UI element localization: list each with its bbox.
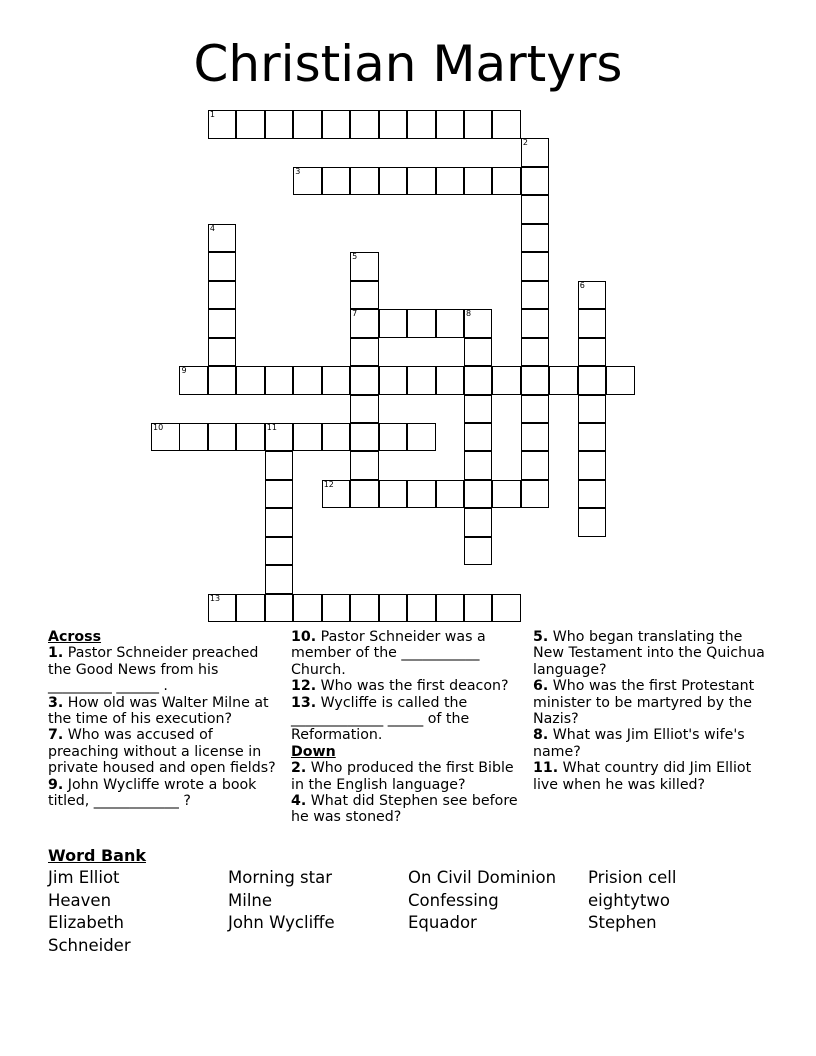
crossword-cell[interactable] <box>578 423 607 452</box>
clue-number: 1. <box>48 645 64 662</box>
crossword-cell[interactable] <box>464 451 493 480</box>
word-bank-item: Elizabeth <box>48 913 124 932</box>
across-heading: Across <box>48 629 102 645</box>
crossword-cell[interactable] <box>464 423 493 452</box>
crossword-cell[interactable] <box>179 423 208 452</box>
word-bank-heading: Word Bank <box>48 846 147 865</box>
crossword-cell[interactable] <box>350 338 379 367</box>
clue-down-6 <box>533 678 769 727</box>
crossword-cell[interactable] <box>521 366 550 395</box>
clue-number: 10. <box>291 629 317 645</box>
clue-number: 9. <box>48 776 64 793</box>
crossword-cell[interactable] <box>436 594 465 623</box>
crossword-cell[interactable] <box>350 309 379 338</box>
crossword-cell[interactable] <box>464 110 493 139</box>
clue-text: Pastor Schneider was a member of the ___________ Church. <box>291 629 486 678</box>
crossword-cell[interactable] <box>521 423 550 452</box>
crossword-cell[interactable] <box>521 252 550 281</box>
crossword-cell[interactable] <box>436 366 465 395</box>
crossword-cell[interactable] <box>521 224 550 253</box>
cell-clue-number: 12 <box>323 479 334 489</box>
word-bank-item: Equador <box>408 913 477 932</box>
crossword-cell[interactable] <box>407 110 436 139</box>
cell-clue-number: 13 <box>209 593 221 603</box>
crossword-cell[interactable] <box>293 366 322 395</box>
cell-clue-number: 5 <box>352 252 358 262</box>
crossword-cell[interactable] <box>236 110 265 139</box>
crossword-cell[interactable] <box>464 167 493 196</box>
crossword-cell[interactable] <box>578 338 607 367</box>
clue-number: 5. <box>533 629 549 645</box>
crossword-cell[interactable] <box>265 508 294 537</box>
crossword-cell[interactable] <box>322 366 351 395</box>
clue-down-8 <box>533 727 769 760</box>
crossword-cell[interactable] <box>436 110 465 139</box>
crossword-cell[interactable] <box>293 167 322 196</box>
crossword-cell[interactable] <box>293 423 322 452</box>
crossword-cell[interactable] <box>578 309 607 338</box>
clue-number: 3. <box>48 694 64 711</box>
crossword-cell[interactable] <box>436 480 465 509</box>
crossword-cell[interactable] <box>606 366 635 395</box>
word-bank-item: Prision cell <box>588 868 677 887</box>
crossword-cell[interactable] <box>521 395 550 424</box>
clue-text: John Wycliffe wrote a book titled, ____________ ? <box>48 776 257 810</box>
clues-column-2 <box>291 629 523 826</box>
crossword-cell[interactable] <box>521 281 550 310</box>
crossword-cell[interactable] <box>265 565 294 594</box>
word-bank-item: Milne <box>228 891 273 910</box>
crossword-cell[interactable] <box>208 594 237 623</box>
clue-text: Who was accused of preaching without a license in private housed and open fields? <box>48 727 276 777</box>
crossword-cell[interactable] <box>464 366 493 395</box>
crossword-cell[interactable] <box>208 366 237 395</box>
crossword-cell[interactable] <box>492 480 521 509</box>
crossword-cell[interactable] <box>265 451 294 480</box>
clue-across-7 <box>48 727 284 776</box>
crossword-cell[interactable] <box>407 366 436 395</box>
clue-across-3 <box>48 695 284 728</box>
cell-clue-number: 3 <box>295 166 301 176</box>
crossword-cell[interactable] <box>436 309 465 338</box>
clue-text: Who began translating the New Testament into the Quichua language? <box>533 629 765 678</box>
clues-column-3 <box>533 629 769 793</box>
crossword-cell[interactable] <box>492 110 521 139</box>
word-bank-item: On Civil Dominion <box>408 868 557 887</box>
crossword-cell[interactable] <box>578 451 607 480</box>
word-bank-item: Heaven <box>48 891 112 910</box>
crossword-cell[interactable] <box>350 395 379 424</box>
crossword-cell[interactable] <box>322 110 351 139</box>
crossword-cell[interactable] <box>492 167 521 196</box>
crossword-cell[interactable] <box>407 480 436 509</box>
crossword-cell[interactable] <box>578 508 607 537</box>
crossword-cell[interactable] <box>208 338 237 367</box>
crossword-cell[interactable] <box>521 451 550 480</box>
cell-clue-number: 4 <box>209 223 215 233</box>
crossword-cell[interactable] <box>322 480 351 509</box>
clues-column-1 <box>48 629 284 809</box>
clue-across-12 <box>291 678 523 694</box>
crossword-cell[interactable] <box>208 281 237 310</box>
crossword-cell[interactable] <box>350 281 379 310</box>
cell-clue-number: 8 <box>465 309 472 319</box>
clue-text: Who produced the first Bible in the English language? <box>291 760 514 793</box>
crossword-cell[interactable] <box>578 366 607 395</box>
word-bank-item: John Wycliffe <box>228 913 335 932</box>
crossword-cell[interactable] <box>379 110 408 139</box>
crossword-cell[interactable] <box>293 110 322 139</box>
clue-number: 8. <box>533 727 549 744</box>
clue-down-11 <box>533 760 769 793</box>
word-bank-item: Confessing <box>408 891 499 910</box>
crossword-cell[interactable] <box>350 480 379 509</box>
word-bank-item: Stephen <box>588 913 657 932</box>
crossword-cell[interactable] <box>549 366 578 395</box>
crossword-cell[interactable] <box>578 480 607 509</box>
clue-text: How old was Walter Milne at the time of his execution? <box>48 694 269 728</box>
crossword-cell[interactable] <box>436 167 465 196</box>
crossword-cell[interactable] <box>578 395 607 424</box>
crossword-cell[interactable] <box>208 252 237 281</box>
crossword-cell[interactable] <box>407 309 436 338</box>
cell-clue-number: 11 <box>266 422 277 432</box>
crossword-cell[interactable] <box>407 167 436 196</box>
crossword-cell[interactable] <box>179 366 208 395</box>
clue-across-1 <box>48 645 284 694</box>
word-bank-item: eightytwo <box>588 891 670 910</box>
clue-text: What country did Jim Elliot live when he was killed? <box>533 760 752 793</box>
clue-number: 12. <box>291 678 317 695</box>
clue-number: 11. <box>533 760 559 777</box>
crossword-cell[interactable] <box>350 451 379 480</box>
crossword-cell[interactable] <box>407 423 436 452</box>
clue-text: Pastor Schneider preached the Good News from his _________ ______ . <box>48 645 259 695</box>
clue-text: What was Jim Elliot's wife's name? <box>533 727 745 760</box>
crossword-cell[interactable] <box>350 252 379 281</box>
page-title: Christian Martyrs <box>193 35 623 93</box>
crossword-cell[interactable] <box>236 594 265 623</box>
crossword-cell[interactable] <box>521 195 550 224</box>
crossword-cell[interactable] <box>521 138 550 167</box>
crossword-cell[interactable] <box>322 167 351 196</box>
crossword-cell[interactable] <box>350 110 379 139</box>
crossword-cell[interactable] <box>379 366 408 395</box>
crossword-cell[interactable] <box>350 594 379 623</box>
clue-text: Who was the first deacon? <box>320 678 509 695</box>
crossword-cell[interactable] <box>407 594 436 623</box>
word-bank-item: Schneider <box>48 936 131 955</box>
crossword-cell[interactable] <box>350 423 379 452</box>
crossword-cell[interactable] <box>322 423 351 452</box>
clue-down-4 <box>291 793 523 826</box>
crossword-cell[interactable] <box>379 309 408 338</box>
crossword-cell[interactable] <box>293 594 322 623</box>
crossword-cell[interactable] <box>208 309 237 338</box>
crossword-cell[interactable] <box>464 508 493 537</box>
clue-text: Wycliffe is called the _____________ _____ of the Reformation. <box>291 694 470 744</box>
crossword-cell[interactable] <box>464 537 493 566</box>
crossword-cell[interactable] <box>521 309 550 338</box>
crossword-cell[interactable] <box>578 281 607 310</box>
crossword-cell[interactable] <box>521 167 550 196</box>
clue-across-13 <box>291 695 523 744</box>
crossword-cell[interactable] <box>464 395 493 424</box>
cell-clue-number: 6 <box>579 280 585 290</box>
clue-across-10 <box>291 629 523 678</box>
clue-text: What did Stephen see before he was stoned? <box>291 793 518 826</box>
cell-clue-number: 2 <box>522 138 528 148</box>
crossword-cell[interactable] <box>265 110 294 139</box>
crossword-cell[interactable] <box>521 480 550 509</box>
crossword-cell[interactable] <box>379 423 408 452</box>
clue-number: 2. <box>291 760 307 777</box>
crossword-cell[interactable] <box>236 366 265 395</box>
crossword-cell[interactable] <box>379 594 408 623</box>
crossword-cell[interactable] <box>379 167 408 196</box>
clue-number: 4. <box>291 793 307 810</box>
word-bank-item: Jim Elliot <box>48 868 120 887</box>
cell-clue-number: 1 <box>209 110 215 119</box>
crossword-cell[interactable] <box>151 423 180 452</box>
crossword-cell[interactable] <box>265 537 294 566</box>
crossword-cell[interactable] <box>322 594 351 623</box>
crossword-cell[interactable] <box>208 110 237 139</box>
crossword-cell[interactable] <box>492 594 521 623</box>
crossword-cell[interactable] <box>208 224 237 253</box>
cell-clue-number: 7 <box>352 309 358 319</box>
clue-across-9 <box>48 777 284 810</box>
crossword-cell[interactable] <box>350 167 379 196</box>
clue-number: 7. <box>48 727 64 744</box>
crossword-cell[interactable] <box>464 338 493 367</box>
crossword-cell[interactable] <box>265 423 294 452</box>
clue-down-2 <box>291 760 523 793</box>
clue-number: 6. <box>533 678 549 695</box>
clue-down-5 <box>533 629 769 678</box>
crossword-cell[interactable] <box>492 366 521 395</box>
crossword-cell[interactable] <box>521 338 550 367</box>
clue-number: 13. <box>291 694 317 711</box>
crossword-cell[interactable] <box>265 366 294 395</box>
crossword-cell[interactable] <box>464 480 493 509</box>
clue-text: Who was the first Protestant minister to be martyred by the Nazis? <box>533 678 755 728</box>
crossword-cell[interactable] <box>379 480 408 509</box>
crossword-cell[interactable] <box>265 594 294 623</box>
down-heading: Down <box>291 743 336 760</box>
cell-clue-number: 10 <box>153 422 164 432</box>
crossword-cell[interactable] <box>265 480 294 509</box>
cell-clue-number: 9 <box>181 366 187 376</box>
crossword-cell[interactable] <box>350 366 379 395</box>
word-bank-item: Morning star <box>228 868 333 887</box>
crossword-cell[interactable] <box>464 309 493 338</box>
crossword-cell[interactable] <box>464 594 493 623</box>
crossword-cell[interactable] <box>236 423 265 452</box>
crossword-cell[interactable] <box>208 423 237 452</box>
